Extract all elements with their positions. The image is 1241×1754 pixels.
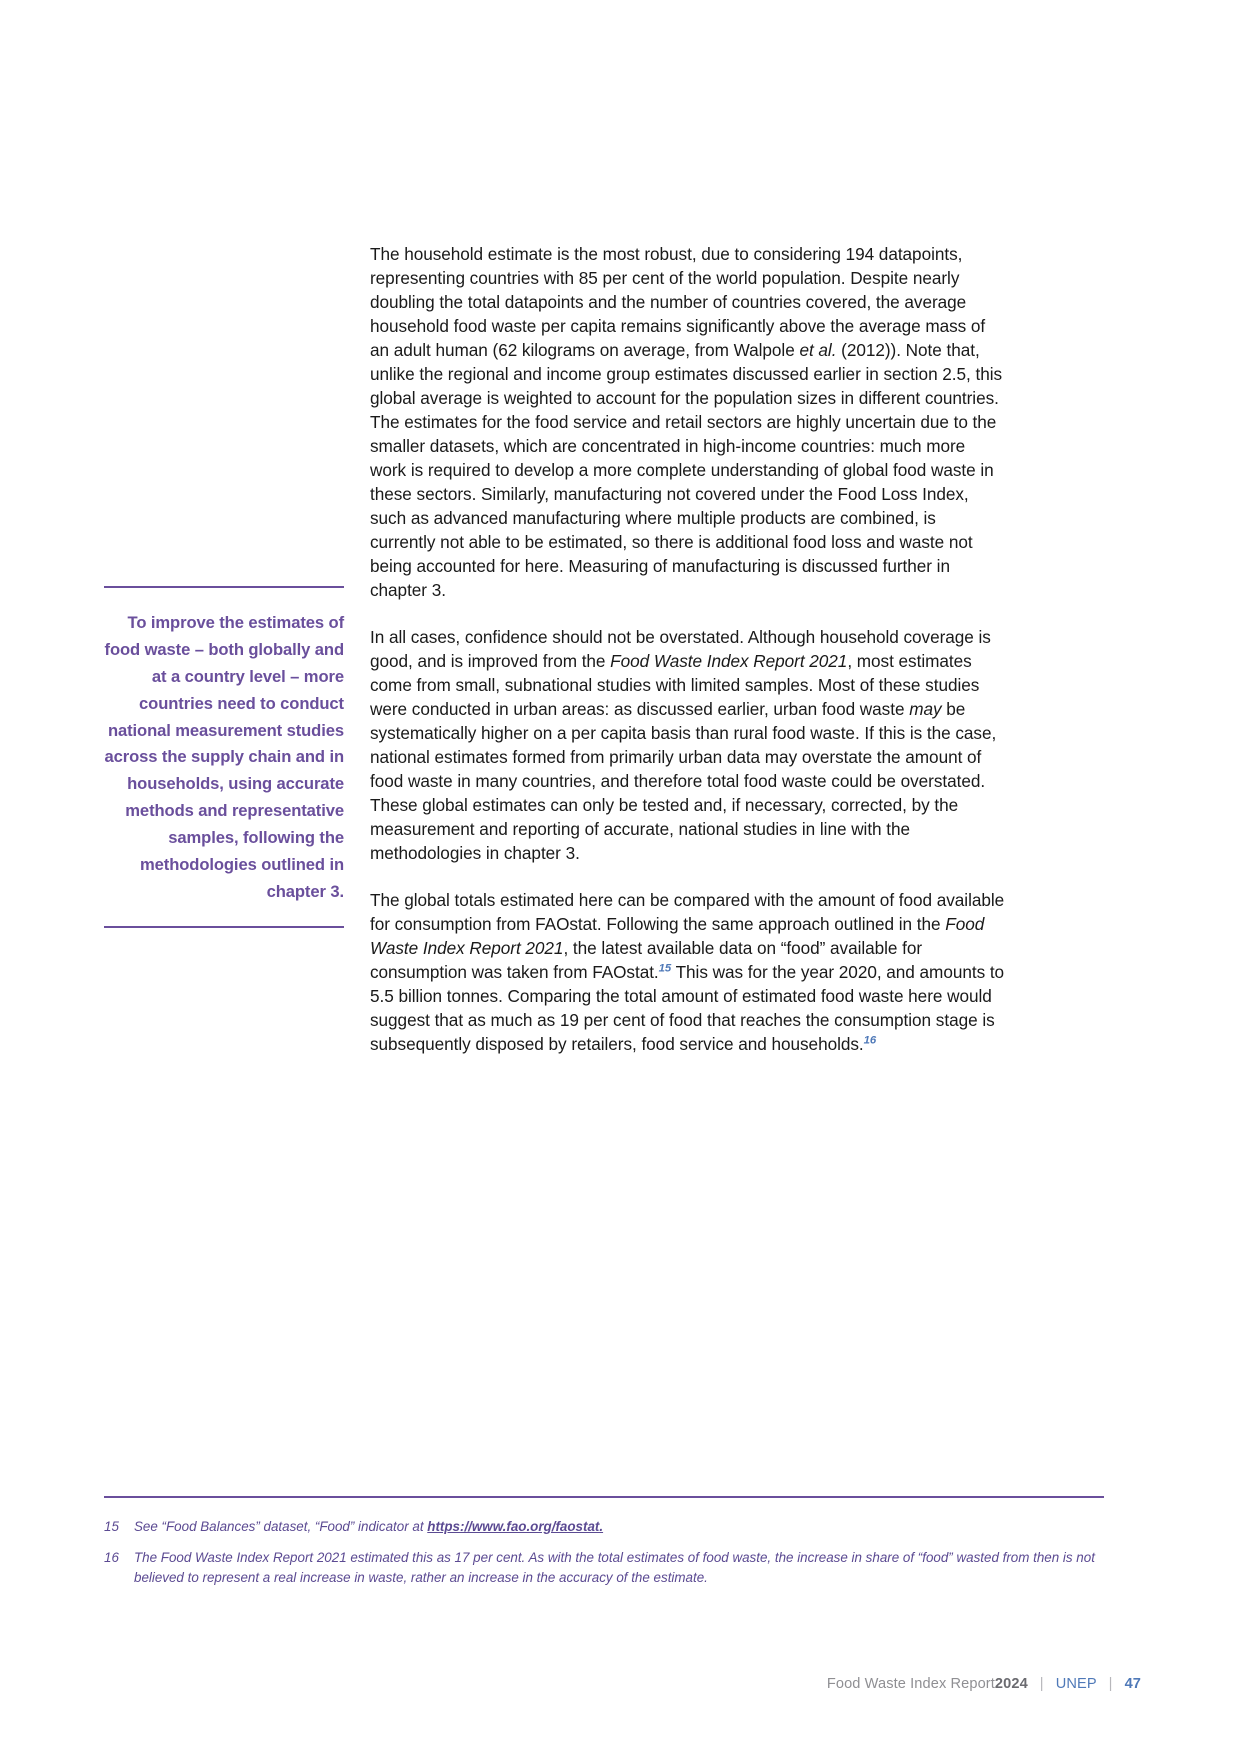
footnote-reference-16[interactable]: 16	[863, 1033, 877, 1046]
paragraph-2-italic-may: may	[909, 698, 942, 719]
paragraph-1-part-a: The household estimate is the most robust, due to considering 194 datapoints, representing countries with 85 per cent of the world population. Despite nearly doubling the total datapoints and the number of countries covered, the average household food waste per capita remains significantly above the average mass of an adult human (62 kilograms on average, from Walpole	[370, 244, 986, 360]
page-footer	[827, 1676, 1141, 1692]
paragraph-2-part-a: In all cases, confidence should not be overstated. Although household coverage is good, and is improved from the	[370, 626, 991, 671]
footnote-link-faostat[interactable]: https://www.fao.org/faostat.	[427, 1518, 604, 1534]
paragraph-2	[370, 626, 1005, 866]
footnote-text: The Food Waste Index Report 2021 estimated this as 17 per cent. As with the total estimates of food waste, the increase in share of “food” wasted from then is not believed to represent a real increase in waste, rather an increase in the accuracy of the estimate.	[134, 1550, 1095, 1585]
pull-quote-callout	[104, 586, 344, 928]
paragraph-3	[370, 889, 1005, 1057]
body-column	[370, 243, 1005, 1057]
footnotes-divider	[104, 1496, 1104, 1498]
footnote-item	[104, 1517, 1104, 1537]
paragraph-3-part-b: , the latest available data on “food” available for consumption was taken from FAOstat.	[370, 937, 923, 982]
footer-page-number: 47	[1124, 1676, 1141, 1692]
paragraph-1	[370, 243, 1005, 603]
footnote-number: 15	[104, 1518, 119, 1534]
footnote-reference-15[interactable]: 15	[658, 961, 672, 974]
paragraph-3-part-a: The global totals estimated here can be compared with the amount of food available for consumption from FAOstat. Following the same approach outlined in the	[370, 889, 1005, 934]
footnotes-section	[104, 1496, 1104, 1599]
footer-separator: |	[1108, 1676, 1113, 1692]
footnote-number: 16	[104, 1550, 119, 1566]
paragraph-2-italic-report-title: Food Waste Index Report 2021	[610, 650, 848, 671]
footer-separator: |	[1039, 1676, 1044, 1692]
paragraph-2-part-c: be systematically higher on a per capita basis than rural food waste. If this is the case, national estimates formed from primarily urban data may overstate the amount of food waste in many countries, and therefore total food waste could be overstated. These global estimates can only be tested and, if necessary, corrected, by the measurement and reporting of accurate, national studies in line with the methodologies in chapter 3.	[370, 698, 997, 863]
footer-organization: UNEP	[1055, 1676, 1097, 1692]
callout-top-rule	[104, 586, 344, 588]
footnote-item	[104, 1548, 1104, 1587]
paragraph-1-italic-etal: et al.	[799, 339, 837, 360]
paragraph-3-part-c: This was for the year 2020, and amounts to 5.5 billion tonnes. Comparing the total amount of estimated food waste here would suggest that as much as 19 per cent of food that reaches the consumption stage is subsequently disposed by retailers, food service and households.	[370, 961, 1005, 1054]
paragraph-2-part-b: , most estimates come from small, subnational studies with limited samples. Most of these studies were conducted in urban areas: as discussed earlier, urban food waste	[370, 650, 980, 719]
callout-text: To improve the estimates of food waste – both globally and at a country level – more countries need to conduct national measurement studies across the supply chain and in households, using accurate methods and representative samples, following the methodologies outlined in chapter 3.	[104, 613, 344, 901]
paragraph-3-italic-report-title: Food Waste Index Report 2021	[370, 913, 985, 958]
footer-report-title: Food Waste Index Report	[826, 1676, 995, 1692]
footer-report-year: 2024	[994, 1676, 1028, 1692]
paragraph-1-part-b: (2012)). Note that, unlike the regional and income group estimates discussed earlier in section 2.5, this global average is weighted to account for the population sizes in different countries. The estimates for the food service and retail sectors are highly uncertain due to the smaller datasets, which are concentrated in high-income countries: much more work is required to develop a more complete understanding of global food waste in these sectors. Similarly, manufacturing not covered under the Food Loss Index, such as advanced manufacturing where multiple products are combined, is currently not able to be estimated, so there is additional food loss and waste not being accounted for here. Measuring of manufacturing is discussed further in chapter 3.	[370, 339, 1003, 600]
callout-bottom-rule	[104, 926, 344, 928]
footnote-text	[134, 1517, 1104, 1537]
footnote-text-before: See “Food Balances” dataset, “Food” indicator at	[134, 1518, 428, 1534]
